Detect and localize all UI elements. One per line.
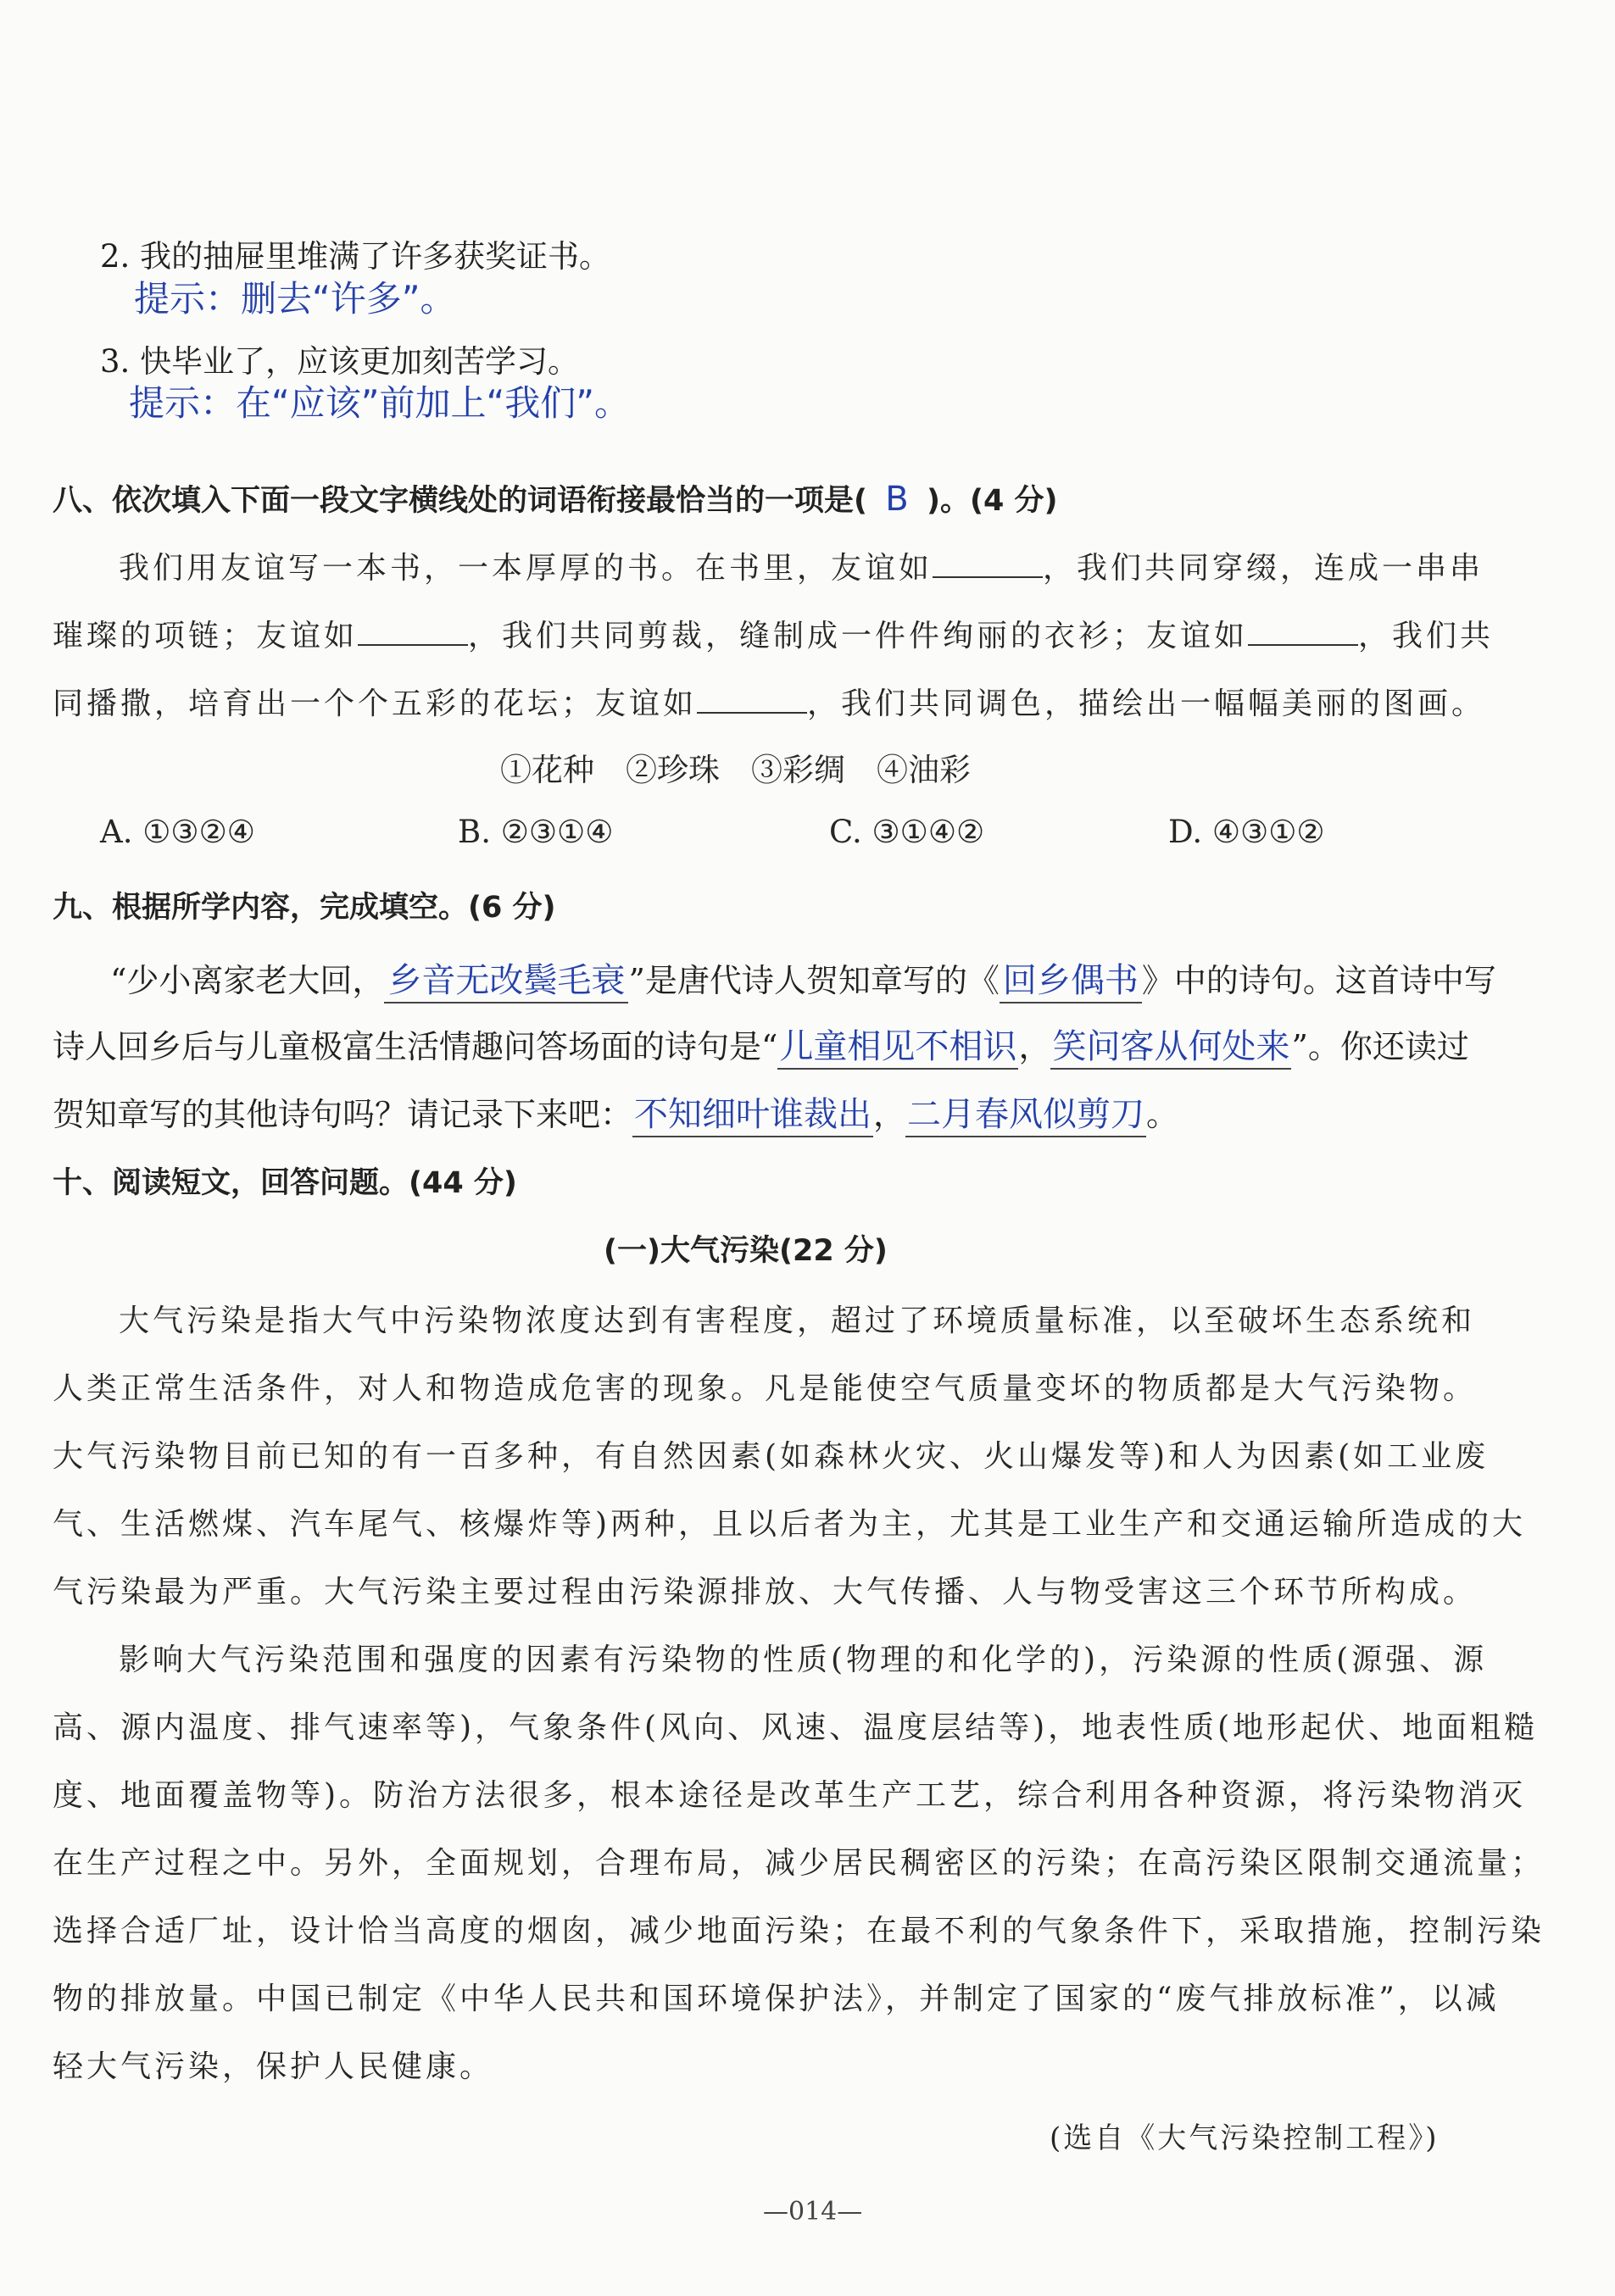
q9-text-1b: ”是唐代诗人贺知章写的《 [628,962,1000,999]
q8-paragraph-line-3 [53,680,1485,723]
passage-line-12: 轻大气污染，保护人民健康。 [53,2049,494,2084]
passage-line-8: 度、地面覆盖物等)。防治方法很多，根本途径是改革生产工艺，综合利用各种资源，将污染物消灭 [53,1778,1527,1813]
q9-text-2a: 诗人回乡后与儿童极富生活情趣问答场面的诗句是“ [53,1028,778,1065]
q8-text-2a: 璀璨的项链；友谊如 [53,619,359,653]
q9-heading: 九、根据所学内容，完成填空。(6 分) [53,891,556,925]
q8-blank-2 [358,643,468,646]
q8-text-3a: 同播撒，培育出一个个五彩的花坛；友谊如 [53,687,698,721]
q9-answer-5: 不知细叶谁裁出 [632,1087,873,1137]
q7-item-3-hint: 提示：在“应该”前加上“我们”。 [129,382,631,424]
passage-line-10: 选择合适厂址，设计恰当高度的烟囱，减少地面污染；在最不利的气象条件下，采取措施，控制污染 [53,1914,1545,1949]
q9-text-3-sep: ， [873,1096,906,1133]
q8-text-2c: ，我们共 [1358,619,1495,653]
passage-line-3: 大气污染物目前已知的有一百多种，有自然因素(如森林火灾、火山爆发等)和人为因素(如工业废 [53,1439,1490,1474]
q8-blank-1 [933,575,1043,578]
q9-text-1a: “少小离家老大回， [110,962,385,999]
q7-item-2-hint: 提示：删去“许多”。 [134,278,456,320]
q9-line-2 [53,1020,1469,1070]
q8-option-c: C. ③①④② [829,814,985,850]
q9-answer-3: 儿童相见不相识 [777,1020,1018,1070]
q9-answer-2: 回乡偶书 [1000,953,1142,1003]
q9-text-2-sep: ， [1018,1028,1051,1065]
q9-line-1 [110,953,1496,1003]
q8-answer: B [885,480,909,519]
q10-subtitle: (一)大气污染(22 分) [604,1234,888,1268]
passage-line-1: 大气污染是指大气中污染物浓度达到有害程度，超过了环境质量标准，以至破坏生态系统和 [119,1304,1476,1338]
q8-option-b: B. ②③①④ [458,814,614,850]
q9-text-1c: 》中的诗句。这首诗中写 [1141,962,1496,999]
page-number: —014— [763,2197,863,2227]
q8-text-1a: 我们用友谊写一本书，一本厚厚的书。在书里，友谊如 [119,551,933,586]
q8-word-list: ①花种 ②珍珠 ③彩绸 ④油彩 [500,752,971,788]
q8-text-3b: ，我们共同调色，描绘出一幅幅美丽的图画。 [807,687,1486,721]
q8-option-d: D. ④③①② [1168,814,1325,850]
q8-blank-3 [1248,643,1358,646]
passage-line-9: 在生产过程之中。另外，全面规划，合理布局，减少居民稠密区的污染；在高污染区限制交通流量； [53,1846,1545,1881]
q9-answer-1: 乡音无改鬓毛衰 [384,953,628,1003]
q8-paragraph-line-1 [119,544,1484,587]
q8-paragraph-line-2 [53,612,1494,655]
q9-answer-6: 二月春风似剪刀 [905,1087,1146,1137]
q9-text-3a: 贺知章写的其他诗句吗？请记录下来吧： [53,1096,633,1133]
q7-item-2: 2. 我的抽屉里堆满了许多获奖证书。 [100,238,611,275]
q8-title-pre: 八、依次填入下面一段文字横线处的词语衔接最恰当的一项是( [53,484,867,518]
q8-text-2b: ，我们共同剪裁，缝制成一件件绚丽的衣衫；友谊如 [468,619,1249,653]
q9-text-3b: 。 [1146,1096,1179,1133]
q9-text-2b: ”。你还读过 [1291,1028,1469,1065]
passage-source: (选自《大气污染控制工程》) [1050,2121,1440,2155]
q9-answer-4: 笑问客从何处来 [1050,1020,1291,1070]
q9-line-3 [53,1087,1178,1137]
q7-item-3: 3. 快毕业了，应该更加刻苦学习。 [100,343,580,380]
passage-line-4: 气、生活燃煤、汽车尾气、核爆炸等)两种，且以后者为主，尤其是工业生产和交通运输所造成的大 [53,1507,1527,1542]
q8-title-post: )。(4 分) [927,484,1058,518]
q8-heading [53,477,1058,520]
q8-text-1b: ，我们共同穿缀，连成一串串 [1043,551,1484,586]
q8-option-a: A. ①③②④ [100,814,255,850]
passage-line-11: 物的排放量。中国已制定《中华人民共和国环境保护法》，并制定了国家的“废气排放标准”，以减 [53,1982,1500,2016]
q10-heading: 十、阅读短文，回答问题。(44 分) [53,1166,517,1200]
passage-line-6: 影响大气污染范围和强度的因素有污染物的性质(物理的和化学的)，污染源的性质(源强、源 [119,1643,1488,1677]
passage-line-2: 人类正常生活条件，对人和物造成危害的现象。凡是能使空气质量变坏的物质都是大气污染物。 [53,1371,1478,1406]
passage-line-5: 气污染最为严重。大气污染主要过程由污染源排放、大气传播、人与物受害这三个环节所构成。 [53,1575,1478,1609]
passage-line-7: 高、源内温度、排气速率等)，气象条件(风向、风速、温度层结等)，地表性质(地形起伏、地面粗糙 [53,1710,1539,1745]
q8-blank-4 [697,711,807,714]
